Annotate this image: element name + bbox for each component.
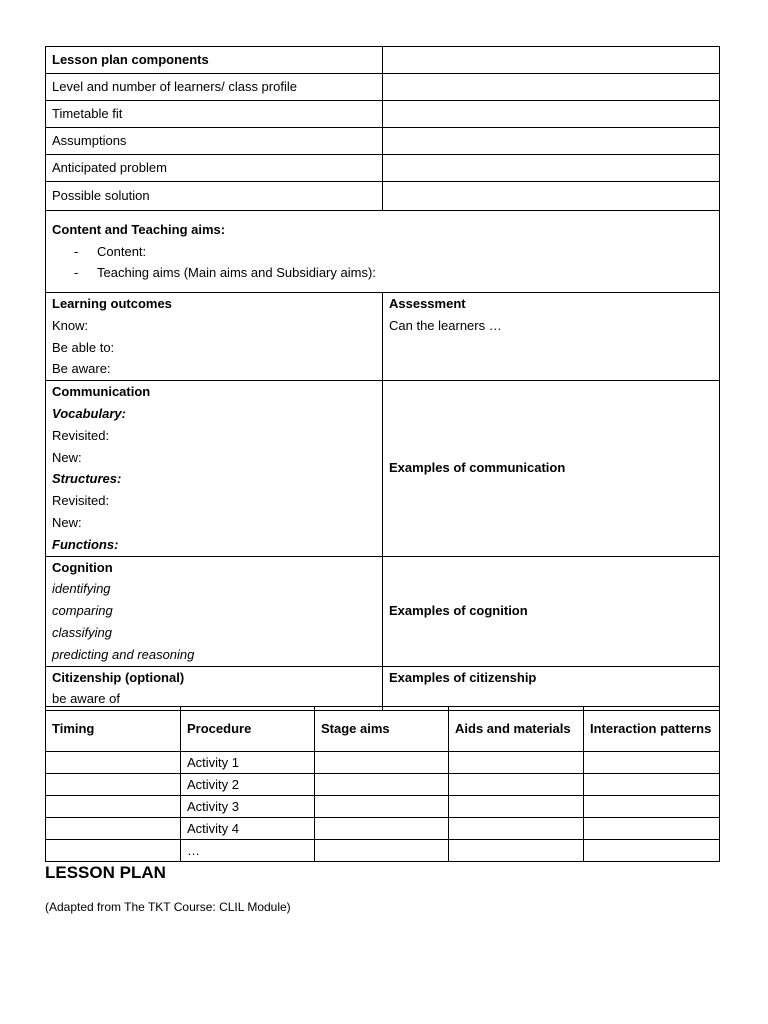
interaction-patterns-cell[interactable] [584,774,720,796]
communication-heading: Communication [52,384,151,400]
components-row [46,128,720,155]
component-value[interactable] [383,101,720,128]
timing-cell[interactable] [46,774,181,796]
learning-outcomes-cell [46,293,383,381]
aims-item-content: Content: [97,243,147,259]
cognition-item: identifying [52,581,111,597]
procedure-table [45,706,720,862]
outcome-know: Know: [52,317,89,333]
interaction-patterns-cell[interactable] [584,840,720,862]
procedure-row [46,796,720,818]
aims-item [52,262,713,284]
citizenship-examples: Examples of citizenship [383,666,720,711]
components-row [46,155,720,182]
interaction-patterns-cell[interactable] [584,796,720,818]
component-value[interactable] [383,182,720,211]
page-title: LESSON PLAN [45,863,166,882]
bullet-dash: - [74,265,79,281]
header-interaction-patterns: Interaction patterns [584,707,720,752]
component-value[interactable] [383,74,720,101]
timing-cell[interactable] [46,840,181,862]
component-value[interactable] [383,155,720,182]
vocab-new: New: [52,449,82,465]
outcome-aware: Be aware: [52,361,111,377]
learning-outcomes-heading: Learning outcomes [52,296,172,311]
procedure-row [46,774,720,796]
component-label: Lesson plan components [46,47,383,74]
cognition-item: predicting and reasoning [52,646,195,662]
interaction-patterns-cell[interactable] [584,752,720,774]
header-procedure: Procedure [181,707,315,752]
structures-label: Structures: [52,471,122,487]
procedure-cell: Activity 3 [181,796,315,818]
cognition-item: comparing [52,603,113,619]
header-stage-aims: Stage aims [315,707,449,752]
timing-cell[interactable] [46,796,181,818]
components-row [46,101,720,128]
component-label: Anticipated problem [46,155,383,182]
components-row [46,182,720,211]
components-row [46,74,720,101]
aids-materials-cell[interactable] [449,774,584,796]
source-note: (Adapted from The TKT Course: CLIL Module) [45,900,291,914]
procedure-row [46,840,720,862]
components-table [45,46,720,211]
communication-examples: Examples of communication [383,381,720,556]
procedure-cell: Activity 4 [181,818,315,840]
aims-cell [46,211,720,293]
citizenship-cell [46,666,383,711]
outcome-able: Be able to: [52,339,115,355]
assessment-text: Can the learners … [389,317,502,333]
header-aids-materials: Aids and materials [449,707,584,752]
assessment-cell [383,293,720,381]
aims-table [45,210,720,711]
aims-item [52,241,713,263]
interaction-patterns-cell[interactable] [584,818,720,840]
procedure-cell: Activity 2 [181,774,315,796]
communication-cell [46,381,383,556]
procedure-row [46,752,720,774]
functions-label: Functions: [52,536,119,552]
stage-aims-cell[interactable] [315,752,449,774]
aids-materials-cell[interactable] [449,796,584,818]
procedure-row [46,818,720,840]
bullet-dash: - [74,243,79,259]
vocab-revisited: Revisited: [52,427,110,443]
citizenship-heading: Citizenship (optional) [52,669,185,685]
aids-materials-cell[interactable] [449,840,584,862]
struct-new: New: [52,514,82,530]
stage-aims-cell[interactable] [315,796,449,818]
aids-materials-cell[interactable] [449,752,584,774]
timing-cell[interactable] [46,818,181,840]
struct-revisited: Revisited: [52,493,110,509]
component-label: Level and number of learners/ class profile [46,74,383,101]
procedure-cell: Activity 1 [181,752,315,774]
component-label: Timetable fit [46,101,383,128]
stage-aims-cell[interactable] [315,774,449,796]
stage-aims-cell[interactable] [315,818,449,840]
component-value[interactable] [383,47,720,74]
assessment-heading: Assessment [389,296,466,311]
cognition-examples: Examples of cognition [383,556,720,666]
aims-item-teaching: Teaching aims (Main aims and Subsidiary aims): [97,265,376,281]
aids-materials-cell[interactable] [449,818,584,840]
component-value[interactable] [383,128,720,155]
vocabulary-label: Vocabulary: [52,405,126,421]
aims-heading: Content and Teaching aims: [52,221,226,237]
cognition-item: classifying [52,624,112,640]
components-row [46,47,720,74]
cognition-cell [46,556,383,666]
stage-aims-cell[interactable] [315,840,449,862]
component-label: Assumptions [46,128,383,155]
citizenship-text: be aware of [52,691,120,707]
header-timing: Timing [46,707,181,752]
cognition-heading: Cognition [52,559,113,575]
procedure-cell: … [181,840,315,862]
timing-cell[interactable] [46,752,181,774]
component-label: Possible solution [46,182,383,211]
